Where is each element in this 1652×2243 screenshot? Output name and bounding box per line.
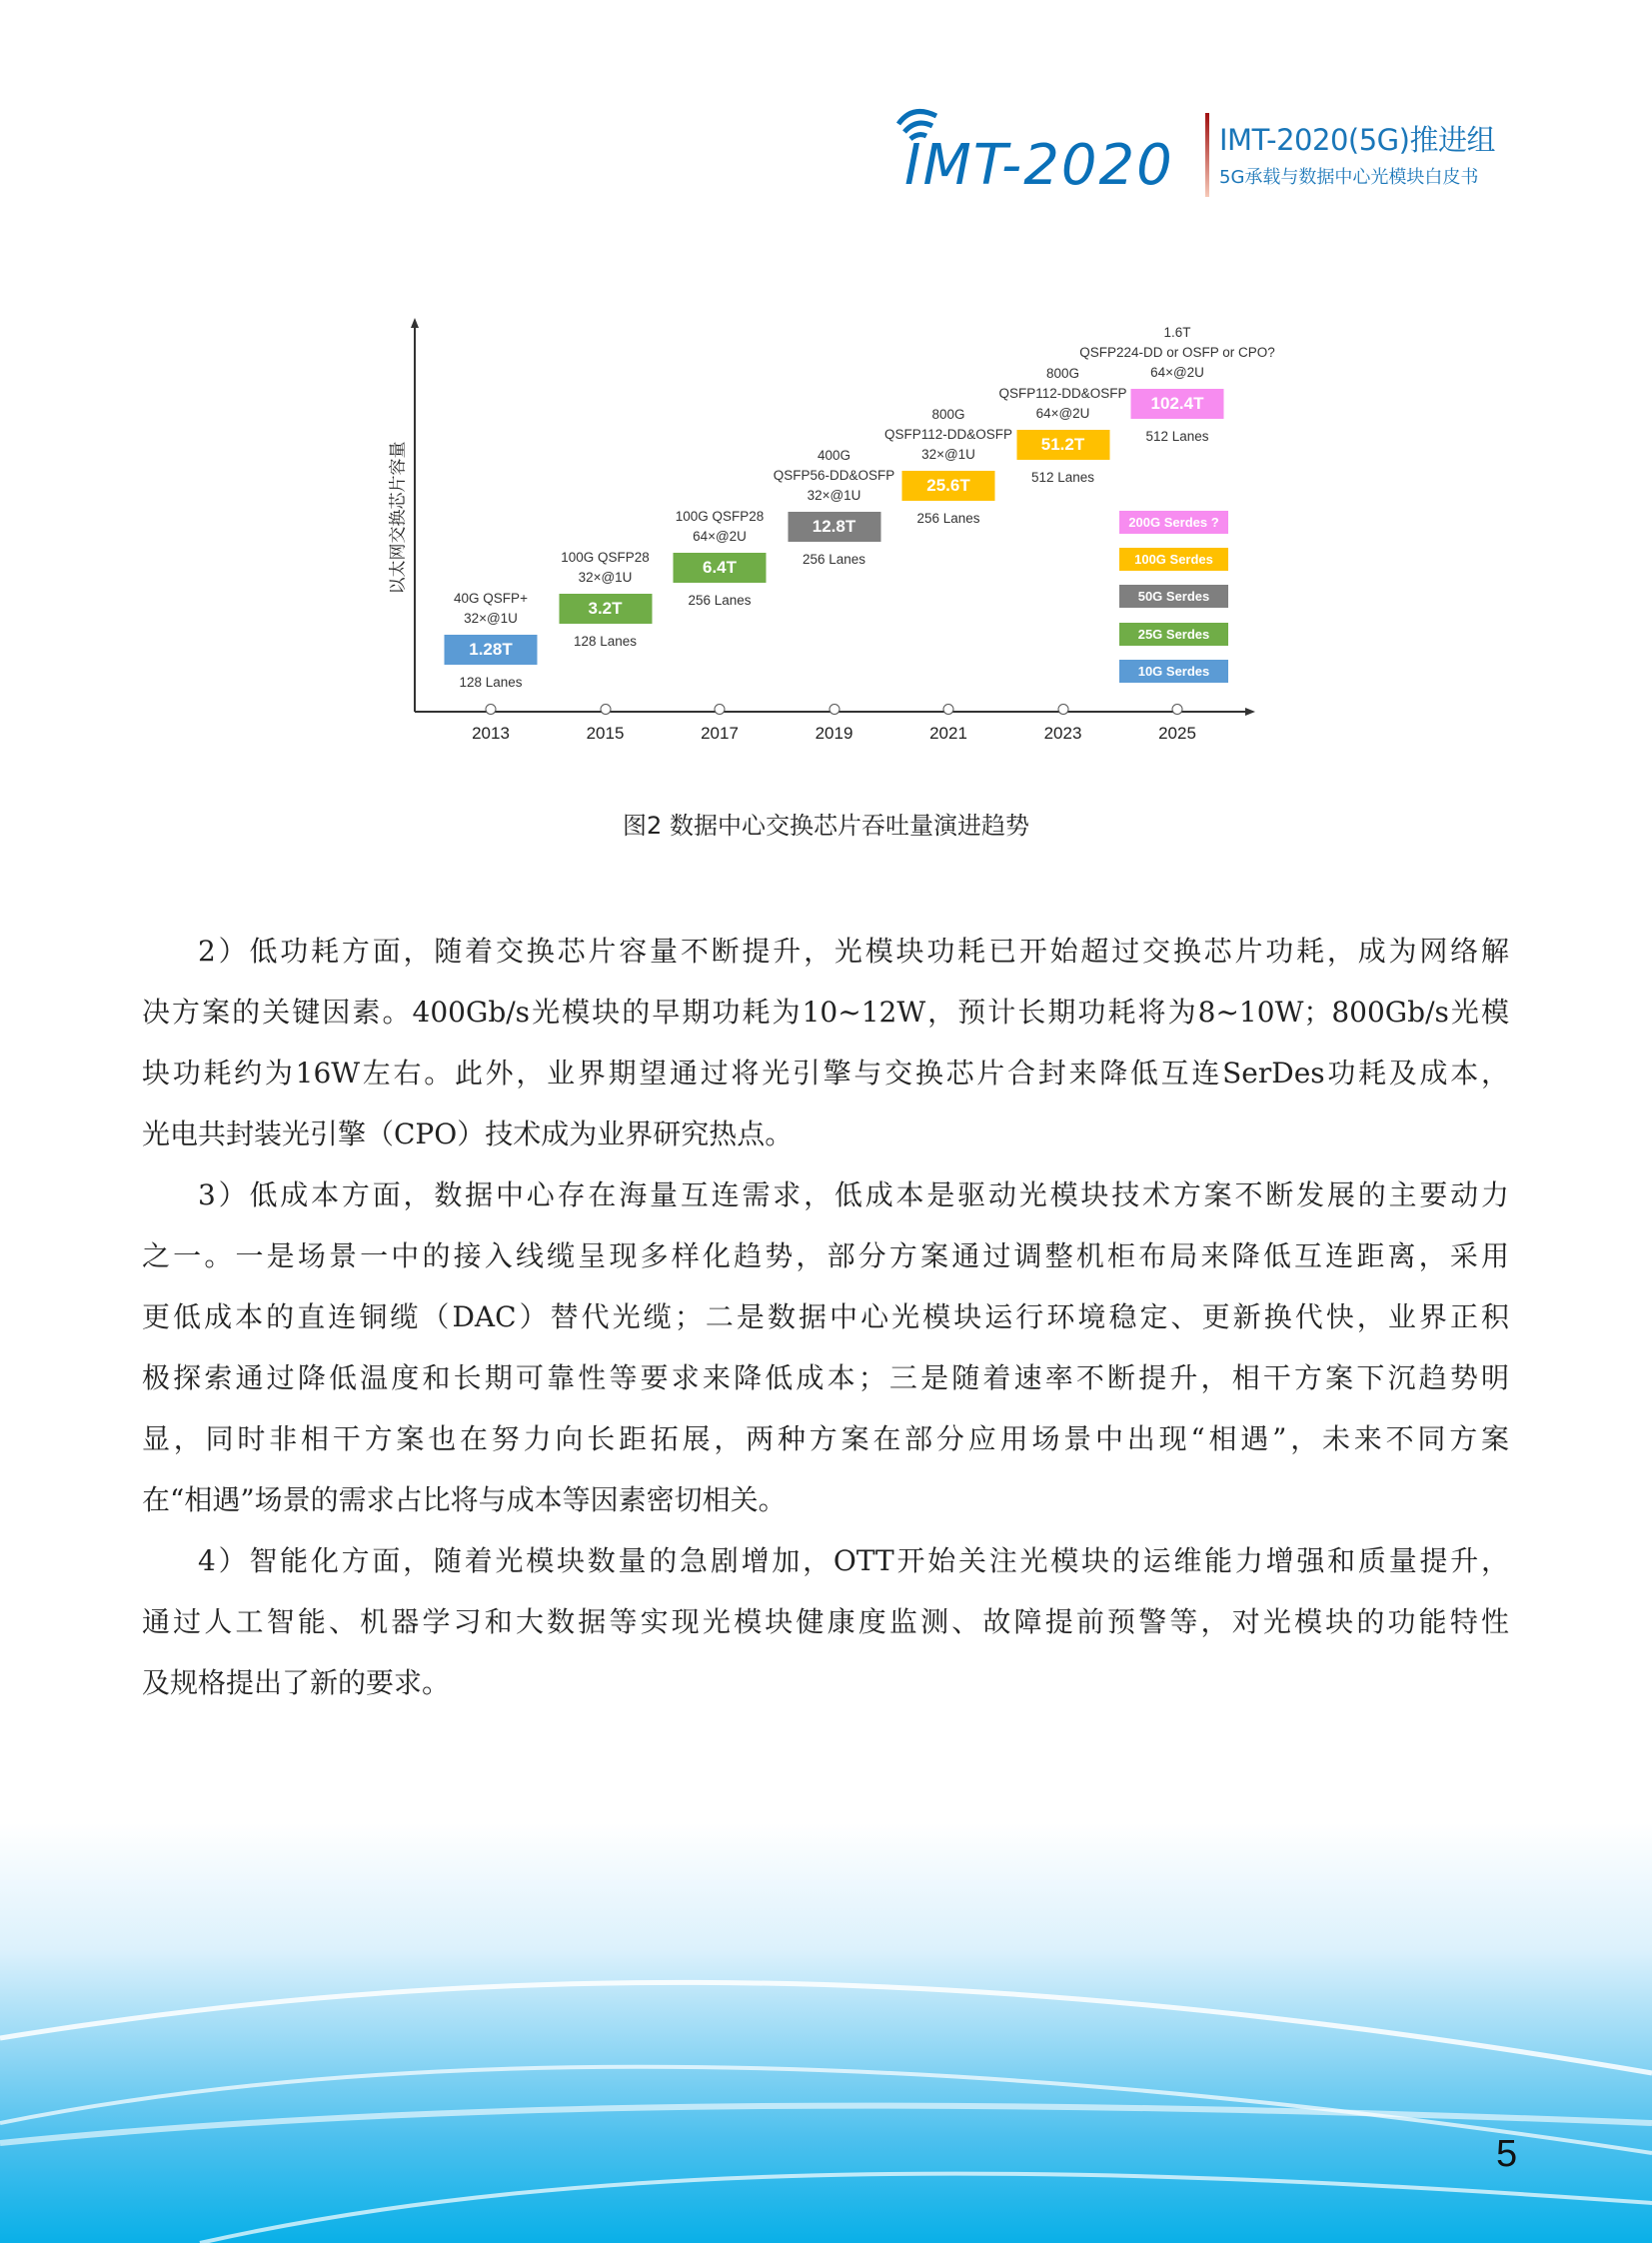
module-label: QSFP56-DD&OSFP (773, 468, 895, 483)
paragraph-line: 2）低功耗方面，随着交换芯片容量不断提升，光模块功耗已开始超过交换芯片功耗，成为网络解 (198, 935, 1509, 968)
x-tick-label: 2017 (701, 724, 739, 743)
module-label: 64×@2U (693, 529, 747, 544)
legend-item: 50G Serdes (1119, 585, 1228, 608)
figure-caption: 图2 数据中心交换芯片吞吐量演进趋势 (623, 812, 1029, 840)
x-axis-arrow (1245, 708, 1255, 716)
x-tick-label: 2015 (586, 724, 625, 743)
capacity-box: 25.6T (902, 471, 995, 501)
paragraph-line: 显，同时非相干方案也在努力向长距拓展，两种方案在部分应用场景中出现“相遇”，未来不同方案 (142, 1422, 1509, 1455)
capacity-box: 51.2T (1016, 430, 1109, 460)
lanes-label: 128 Lanes (573, 634, 638, 649)
lanes-label: 256 Lanes (802, 552, 866, 567)
x-axis-tick-marker (828, 704, 839, 715)
x-tick-label: 2023 (1043, 724, 1082, 743)
body-text (142, 921, 1509, 1713)
module-label: 40G QSFP+ (454, 591, 528, 606)
paragraph-line: 在“相遇”场景的需求占比将与成本等因素密切相关。 (142, 1483, 787, 1516)
x-axis-tick-marker (486, 704, 497, 715)
y-axis-arrow (411, 318, 419, 328)
module-label: 64×@2U (1150, 365, 1204, 380)
org-title: IMT-2020(5G)推进组 (1219, 123, 1495, 157)
paragraph-line: 极探索通过降低温度和长期可靠性等要求来降低成本；三是随着速率不断提升，相干方案下沉趋势明 (142, 1361, 1509, 1394)
module-label: 100G QSFP28 (675, 509, 765, 524)
lanes-label: 256 Lanes (916, 511, 980, 526)
lanes-label: 512 Lanes (1145, 429, 1209, 444)
lanes-label: 128 Lanes (459, 675, 523, 690)
lanes-label: 256 Lanes (688, 593, 752, 608)
module-label: 400G (817, 448, 851, 463)
paragraph-line: 及规格提出了新的要求。 (142, 1666, 451, 1699)
capacity-box: 3.2T (559, 594, 652, 624)
logo-text: IMT-2020 (904, 133, 1174, 198)
lanes-label: 512 Lanes (1030, 470, 1095, 485)
paragraph-line: 3）低成本方面，数据中心存在海量互连需求，低成本是驱动光模块技术方案不断发展的主要动力 (198, 1178, 1509, 1211)
document-subtitle: 5G承载与数据中心光模块白皮书 (1219, 167, 1479, 188)
capacity-box: 12.8T (788, 512, 880, 542)
decorative-wave-background (0, 1823, 1652, 2243)
capacity-box: 6.4T (674, 553, 767, 583)
paragraph-line: 决方案的关键因素。400Gb/s光模块的早期功耗为10~12W，预计长期功耗将为8~10W；800Gb/s光模 (142, 996, 1509, 1029)
module-label: 800G (1045, 366, 1080, 381)
x-axis-tick-marker (943, 704, 954, 715)
x-tick-label: 2013 (472, 724, 510, 743)
paragraph-line: 4）智能化方面，随着光模块数量的急剧增加，OTT开始关注光模块的运维能力增强和质量提升， (198, 1544, 1509, 1577)
module-label: 1.6T (1163, 325, 1191, 340)
x-axis-tick-marker (715, 704, 726, 715)
legend-item: 10G Serdes (1119, 660, 1228, 683)
paragraph-line: 通过人工智能、机器学习和大数据等实现光模块健康度监测、故障提前预警等，对光模块的功能特性 (142, 1605, 1509, 1638)
module-label: 64×@2U (1035, 406, 1090, 421)
paragraph-line: 更低成本的直连铜缆（DAC）替代光缆；二是数据中心光模块运行环境稳定、更新换代快，业界正积 (142, 1300, 1509, 1333)
x-axis-tick-marker (1057, 704, 1068, 715)
module-label: 32×@1U (464, 611, 518, 626)
x-tick-label: 2021 (929, 724, 967, 743)
capacity-box: 1.28T (445, 635, 538, 665)
module-label: 800G (931, 407, 965, 422)
legend-item: 200G Serdes ? (1119, 511, 1228, 534)
capacity-box: 102.4T (1131, 389, 1224, 419)
x-axis-tick-marker (600, 704, 611, 715)
module-label: QSFP224-DD or OSFP or CPO? (1079, 345, 1275, 360)
paragraph-line: 光电共封装光引擎（CPO）技术成为业界研究热点。 (142, 1118, 794, 1150)
module-label: QSFP112-DD&OSFP (883, 427, 1013, 442)
page-number: 5 (1496, 2133, 1518, 2175)
module-label: 32×@1U (807, 488, 861, 503)
module-label: 32×@1U (921, 447, 975, 462)
x-tick-label: 2025 (1158, 724, 1196, 743)
x-tick-label: 2019 (815, 724, 853, 743)
y-axis-label: 以太网交换芯片容量 (388, 441, 409, 595)
x-axis-tick-marker (1172, 704, 1183, 715)
chart-axes (0, 0, 1652, 800)
paragraph-line: 之一。一是场景一中的接入线缆呈现多样化趋势，部分方案通过调整机柜布局来降低互连距离，采用 (142, 1239, 1509, 1272)
module-label: 100G QSFP28 (561, 550, 650, 565)
paragraph-line: 块功耗约为16W左右。此外，业界期望通过将光引擎与交换芯片合封来降低互连SerDes功耗及成本， (142, 1057, 1509, 1090)
module-label: QSFP112-DD&OSFP (998, 386, 1127, 401)
switch-capacity-chart (0, 0, 1652, 800)
legend-item: 100G Serdes (1119, 548, 1228, 571)
module-label: 32×@1U (578, 570, 633, 585)
legend-item: 25G Serdes (1119, 623, 1228, 646)
